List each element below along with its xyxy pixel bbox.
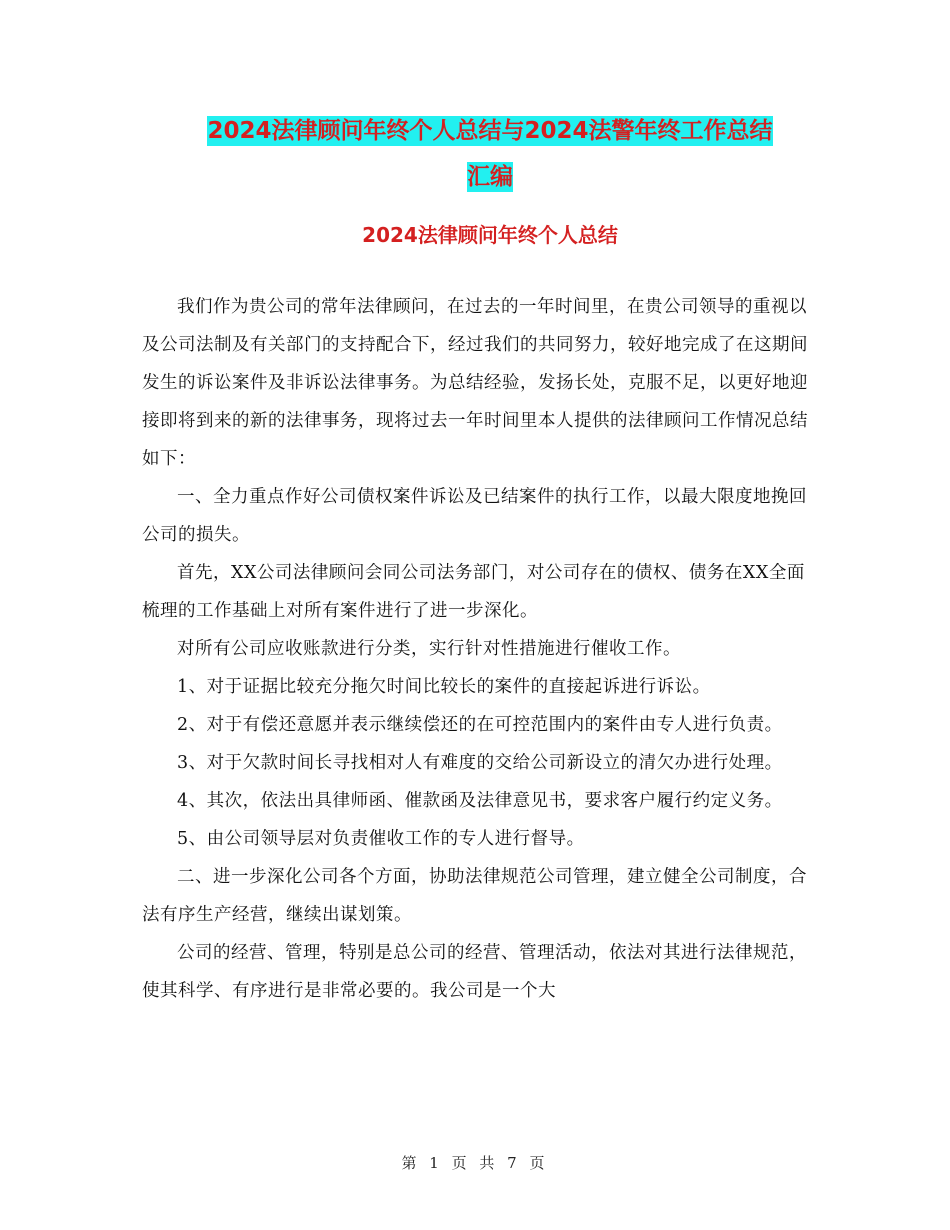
- document-title: [140, 108, 840, 200]
- section-title: 2024法律顾问年终个人总结: [362, 223, 618, 247]
- title-line-2: 汇编: [467, 164, 513, 190]
- paragraph: 我们作为贵公司的常年法律顾问，在过去的一年时间里，在贵公司领导的重视以及公司法制及有关部门的支持配合下，经过我们的共同努力，较好地完成了在这期间发生的诉讼案件及非诉讼法律事务。为总结经验，发扬长处，克服不足，以更好地迎接即将到来的新的法律事务，现将过去一年时间里本人提供的法律顾问工作情况总结如下：: [142, 297, 808, 469]
- document-body: [142, 288, 822, 1010]
- list-item: 2、对于有偿还意愿并表示继续偿还的在可控范围内的案件由专人进行负责。: [177, 715, 783, 735]
- page-footer: 第 1 页 共 7 页: [401, 1154, 549, 1172]
- paragraph: 一、全力重点作好公司债权案件诉讼及已结案件的执行工作，以最大限度地挽回公司的损失。: [142, 487, 807, 545]
- paragraph: 公司的经营、管理，特别是总公司的经营、管理活动，依法对其进行法律规范，使其科学、有序进行是非常必要的。我公司是一个大: [142, 943, 807, 1001]
- title-line-1: 2024法律顾问年终个人总结与2024法警年终工作总结: [207, 118, 773, 144]
- list-item: 1、对于证据比较充分拖欠时间比较长的案件的直接起诉进行诉讼。: [177, 677, 711, 697]
- list-item: 5、由公司领导层对负责催收工作的专人进行督导。: [177, 829, 585, 849]
- paragraph: 对所有公司应收账款进行分类，实行针对性措施进行催收工作。: [177, 639, 681, 659]
- paragraph: 首先，XX公司法律顾问会同公司法务部门，对公司存在的债权、债务在XX全面梳理的工作基础上对所有案件进行了进一步深化。: [142, 563, 805, 621]
- paragraph: 二、进一步深化公司各个方面，协助法律规范公司管理，建立健全公司制度，合法有序生产经营，继续出谋划策。: [142, 867, 807, 925]
- list-item: 4、其次，依法出具律师函、催款函及法律意见书，要求客户履行约定义务。: [177, 791, 783, 811]
- list-item: 3、对于欠款时间长寻找相对人有难度的交给公司新设立的清欠办进行处理。: [177, 753, 783, 773]
